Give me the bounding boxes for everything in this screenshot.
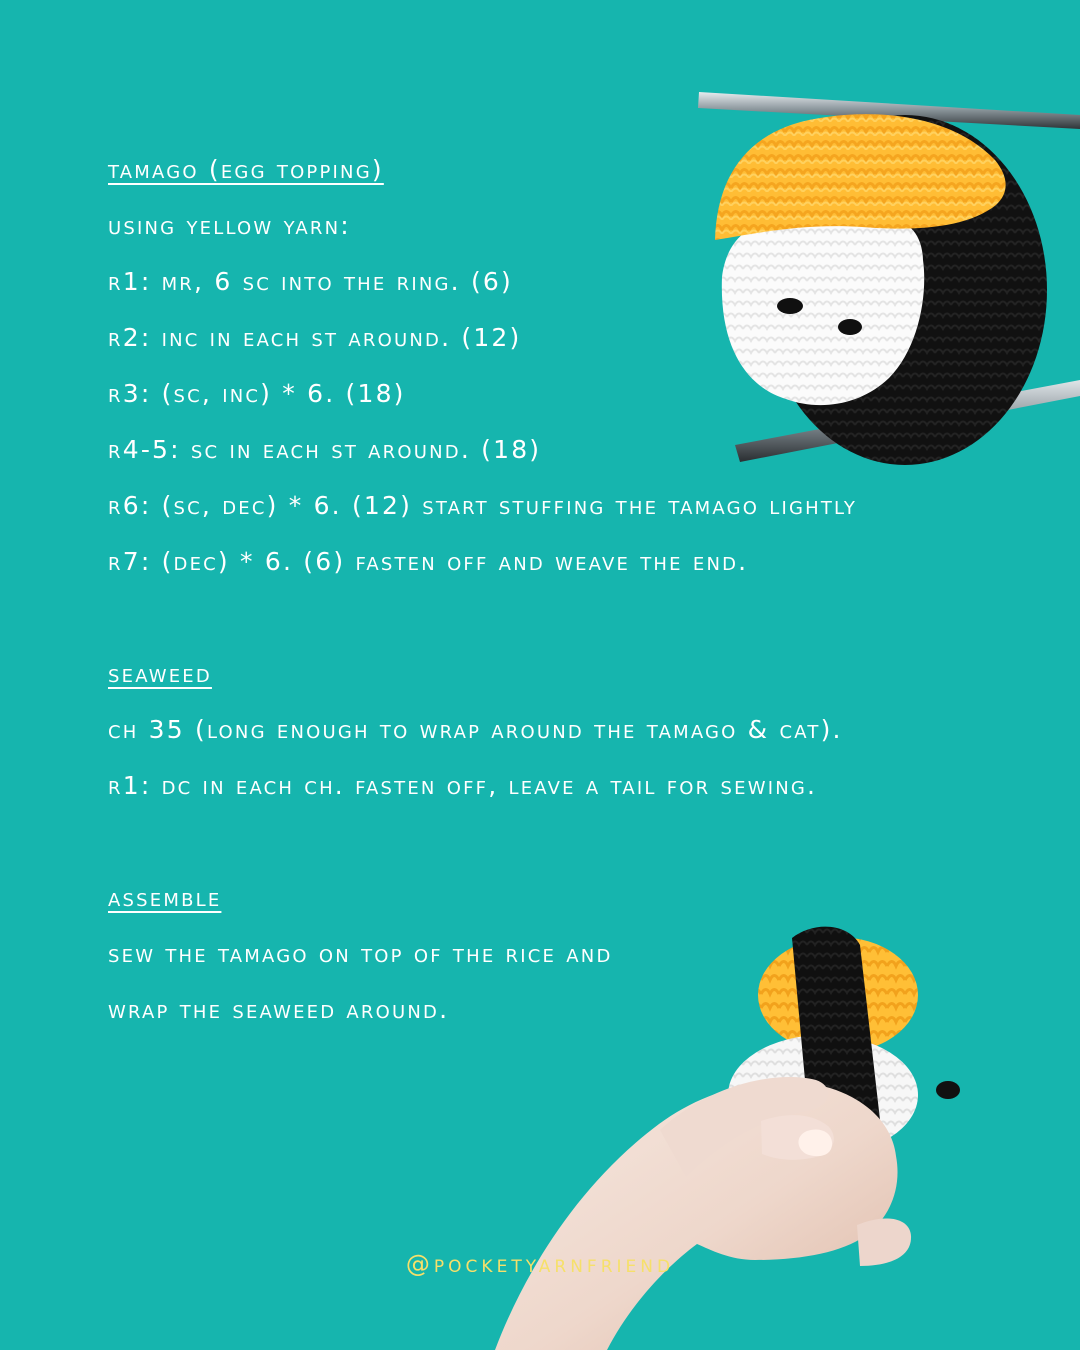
bottom-cat-eye xyxy=(936,1081,960,1099)
footer-handle: @pocketyarnfriend xyxy=(405,1250,675,1278)
tamago-line: r7: (dec) * 6. (6) fasten off and weave the end. xyxy=(108,547,749,576)
tamago-line: r2: inc in each st around. (12) xyxy=(108,323,522,352)
cat-eye-right xyxy=(838,319,862,335)
cat-eye-left xyxy=(777,298,803,314)
top-sushi-photo xyxy=(695,80,1080,480)
tamago-line: r1: mr, 6 sc into the ring. (6) xyxy=(108,267,513,296)
bottom-sushi-photo xyxy=(455,900,975,1350)
seaweed-section xyxy=(108,646,988,814)
assemble-line: sew the tamago on top of the rice and xyxy=(108,939,613,968)
assemble-title: assemble xyxy=(108,883,222,912)
tamago-line: r6: (sc, dec) * 6. (12) start stuffing the tamago lightly xyxy=(108,491,858,520)
section-spacer xyxy=(108,590,988,646)
seaweed-line: ch 35 (long enough to wrap around the tamago & cat). xyxy=(108,715,843,744)
seaweed-title: seaweed xyxy=(108,659,212,688)
tamago-line: r4-5: sc in each st around. (18) xyxy=(108,435,542,464)
middle-finger xyxy=(857,1218,911,1266)
tamago-line: r3: (sc, inc) * 6. (18) xyxy=(108,379,406,408)
tamago-line: using yellow yarn: xyxy=(108,211,351,240)
assemble-line: wrap the seaweed around. xyxy=(108,995,450,1024)
section-spacer xyxy=(108,814,988,870)
chopsticks-sushi-illustration xyxy=(695,80,1080,480)
hand-sushi-illustration xyxy=(455,900,975,1350)
seaweed-line: r1: dc in each ch. fasten off, leave a tail for sewing. xyxy=(108,771,818,800)
tamago-title: tamago (egg topping) xyxy=(108,155,384,184)
thumbnail xyxy=(798,1129,832,1156)
